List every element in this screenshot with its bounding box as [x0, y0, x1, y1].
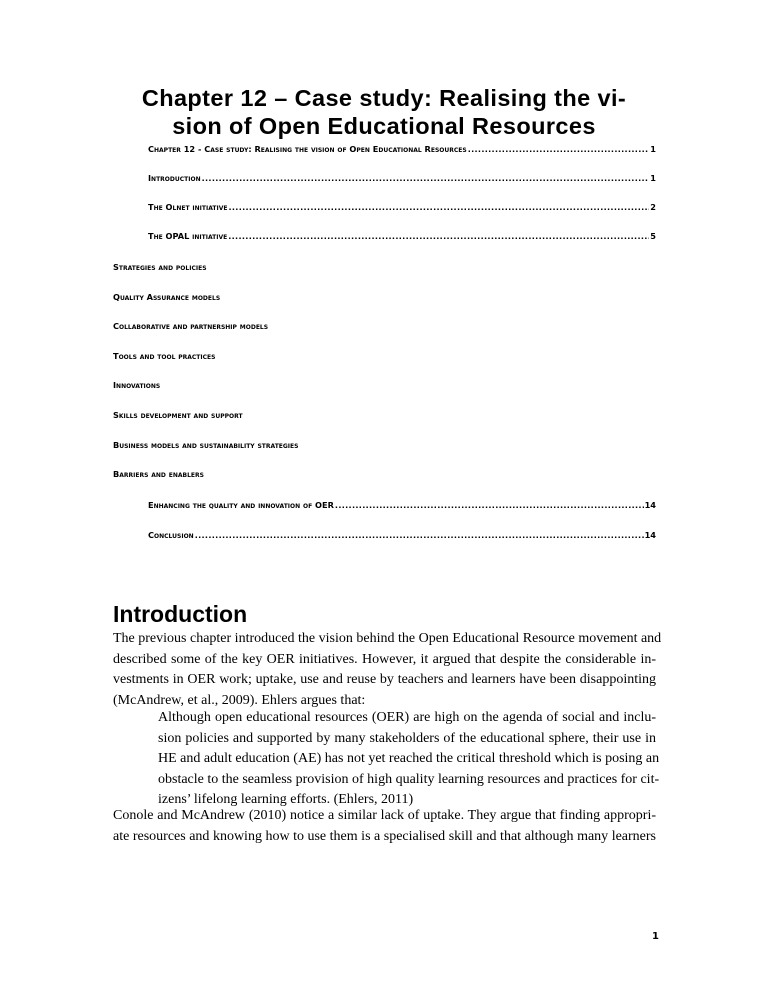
- toc-label: Chapter 12 - Case study: Realising the vision of Open Educational Resources: [148, 144, 467, 154]
- toc-leader-dots: [468, 141, 650, 157]
- toc-label: The Olnet initiative: [148, 202, 228, 212]
- toc-page-number: 5: [650, 231, 656, 241]
- toc-label: Enhancing the quality and innovation of OER: [148, 500, 334, 510]
- text-line: ate resources and knowing how to use them is a specialised skill and that although many learners: [113, 828, 656, 844]
- toc-label: Business models and sustainability strategies: [113, 440, 299, 450]
- toc-entry-quality-assurance-models[interactable]: [113, 289, 673, 305]
- text-line: The previous chapter introduced the vision behind the Open Educational Resource movement and: [113, 631, 662, 646]
- text-line: obstacle to the seamless provision of high quality learning resources and practices for cit-: [158, 771, 660, 787]
- toc-page-number: 2: [650, 202, 656, 212]
- toc-leader-dots: [228, 228, 649, 244]
- toc-leader-dots: [335, 497, 644, 513]
- text-line: izens’ lifelong learning efforts. (Ehlers, 2011): [158, 792, 414, 807]
- text-line: Although open educational resources (OER) are high on the agenda of social and inclu-: [158, 710, 656, 725]
- toc-page-number: 1: [650, 144, 656, 154]
- toc-entry-conclusion[interactable]: [148, 527, 656, 543]
- toc-entry-collaborative-models[interactable]: [113, 318, 673, 334]
- page-number: 1: [652, 931, 659, 942]
- chapter-title-line-1: Chapter 12 – Case study: Realising the vi-: [141, 85, 627, 111]
- toc-label: Introduction: [148, 173, 201, 183]
- toc-entry-strategies-and-policies[interactable]: [113, 259, 673, 275]
- toc-entry-business-models[interactable]: [113, 437, 673, 453]
- toc-label: Barriers and enablers: [113, 469, 204, 479]
- text-line: sion policies and supported by many stakeholders of the educational sphere, their use in: [158, 730, 656, 746]
- introduction-heading: Introduction: [113, 601, 248, 627]
- ehlers-quote: [158, 708, 660, 811]
- text-line: vestments in OER work; uptake, use and reuse by teachers and learners have been disappointing: [113, 672, 656, 687]
- toc-leader-dots: [202, 170, 650, 186]
- text-line: Conole and McAndrew (2010) notice a similar lack of uptake. They argue that finding appropri-: [113, 808, 656, 823]
- toc-page-number: 14: [644, 500, 656, 510]
- toc-label: Quality Assurance models: [113, 292, 221, 302]
- toc-entry-opal-initiative[interactable]: [148, 228, 656, 244]
- toc-leader-dots: [195, 527, 644, 543]
- text-line: HE and adult education (AE) has not yet reached the critical threshold which is posing an: [158, 751, 660, 766]
- chapter-title: [110, 84, 658, 140]
- text-line: described some of the key OER initiatives. However, it argued that despite the considerable in-: [113, 651, 656, 667]
- toc-label: Strategies and policies: [113, 262, 207, 272]
- toc-label: Innovations: [113, 380, 161, 390]
- toc-label: Collaborative and partnership models: [113, 321, 269, 331]
- toc-entry-olnet-initiative[interactable]: [148, 199, 656, 215]
- toc-entry-enhancing-quality[interactable]: [148, 497, 656, 513]
- toc-entry-introduction[interactable]: [148, 170, 656, 186]
- toc-label: Tools and tool practices: [113, 351, 216, 361]
- chapter-title-line-2: sion of Open Educational Resources: [172, 113, 596, 139]
- toc-entry-barriers-and-enablers[interactable]: [113, 466, 673, 482]
- toc-entry-tools-and-tool-practices[interactable]: [113, 348, 673, 364]
- toc-page-number: 14: [644, 530, 656, 540]
- toc-entry-innovations[interactable]: [113, 377, 673, 393]
- toc-page-number: 1: [650, 173, 656, 183]
- toc-label: The OPAL initiative: [148, 231, 228, 241]
- toc-label: Conclusion: [148, 530, 194, 540]
- text-line: (McAndrew, et al., 2009). Ehlers argues that:: [113, 692, 366, 708]
- toc-leader-dots: [228, 199, 649, 215]
- toc-entry-skills-development[interactable]: [113, 407, 673, 423]
- introduction-paragraph-1: [113, 629, 662, 711]
- toc-label: Skills development and support: [113, 410, 243, 420]
- introduction-paragraph-2: [113, 806, 656, 847]
- toc-entry-chapter-12[interactable]: [148, 141, 656, 157]
